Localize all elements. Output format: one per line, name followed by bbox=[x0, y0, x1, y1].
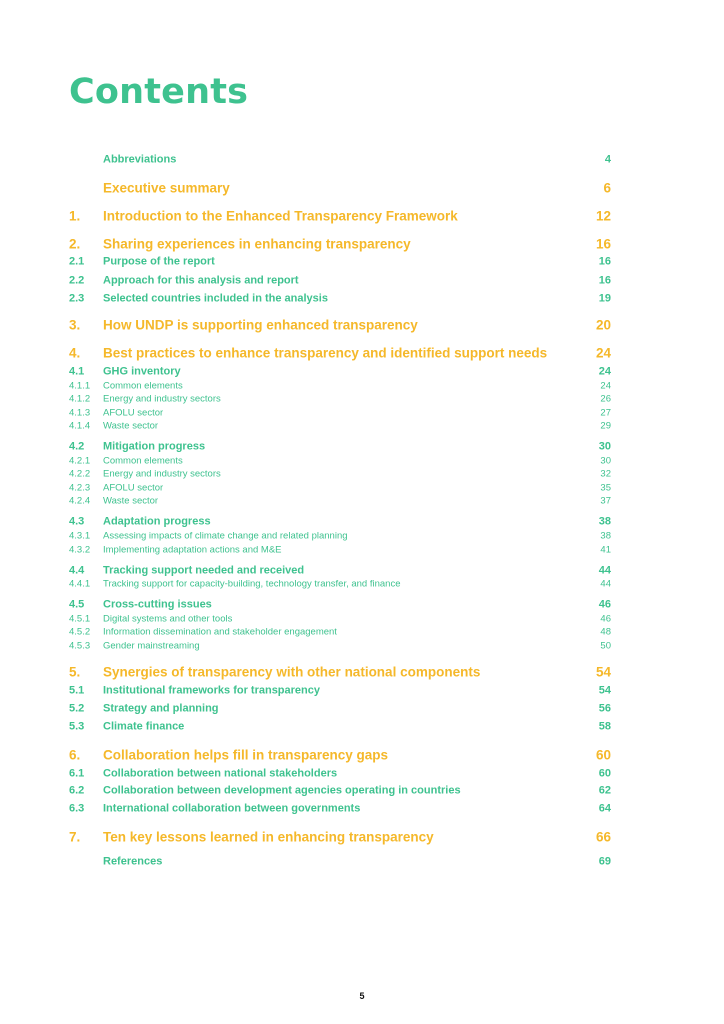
toc-entry-number: 6. bbox=[69, 747, 81, 763]
page-title: Contents bbox=[69, 72, 249, 112]
toc-entry-label: Adaptation progress bbox=[103, 515, 211, 528]
toc-entry-page: 56 bbox=[598, 702, 611, 715]
toc-entry-page: 30 bbox=[598, 440, 611, 453]
toc-entry-label: Common elements bbox=[103, 380, 183, 392]
toc-entry-page: 19 bbox=[598, 292, 611, 305]
toc-entry-label: Common elements bbox=[103, 455, 183, 467]
toc-entry-page: 29 bbox=[600, 420, 611, 432]
toc-entry-page: 62 bbox=[598, 784, 611, 797]
toc-entry-label: AFOLU sector bbox=[103, 407, 164, 419]
toc-entry-page: 37 bbox=[600, 495, 611, 507]
toc-entry-page: 24 bbox=[600, 380, 611, 392]
toc-entry-page: 41 bbox=[600, 544, 611, 556]
toc-entry-number: 4.2 bbox=[69, 440, 85, 453]
toc-entry-number: 4.5.2 bbox=[69, 626, 91, 638]
toc-entry-page: 16 bbox=[598, 255, 611, 268]
toc-entry-number: 2.3 bbox=[69, 292, 85, 305]
toc-entry-label: Collaboration helps fill in transparency gaps bbox=[103, 747, 389, 763]
toc-entry-number: 4.1.1 bbox=[69, 380, 91, 392]
toc-entry-label: How UNDP is supporting enhanced transparency bbox=[103, 317, 418, 333]
toc-entry-label: Collaboration between development agencies operating in countries bbox=[103, 784, 461, 797]
toc-entry-label: Best practices to enhance transparency and identified support needs bbox=[103, 345, 548, 361]
toc-entry-page: 16 bbox=[595, 236, 611, 252]
toc-entry-label: Strategy and planning bbox=[103, 702, 219, 715]
toc-entry-page: 27 bbox=[600, 407, 611, 419]
toc-entry-number: 6.3 bbox=[69, 802, 85, 815]
toc-entry-number: 4.5.1 bbox=[69, 613, 91, 625]
toc-entry-number: 2.2 bbox=[69, 274, 85, 287]
toc-entry-page: 60 bbox=[595, 747, 611, 763]
toc-entry-number: 4.5.3 bbox=[69, 640, 91, 652]
toc-entry-page: 32 bbox=[600, 468, 611, 480]
toc-entry-number: 4.1 bbox=[69, 365, 85, 378]
toc-entry-label: Collaboration between national stakeholders bbox=[103, 767, 338, 780]
toc-entry-label: Tracking support needed and received bbox=[103, 564, 305, 577]
toc-entry-number: 5. bbox=[69, 664, 81, 680]
toc-entry-label: Institutional frameworks for transparency bbox=[103, 684, 320, 697]
toc-entry-label: Waste sector bbox=[103, 420, 159, 432]
toc-entry-label: Energy and industry sectors bbox=[103, 468, 221, 480]
toc-entry-label: International collaboration between governments bbox=[103, 802, 361, 815]
toc-entry-page: 20 bbox=[595, 317, 611, 333]
toc-entry-number: 6.1 bbox=[69, 767, 85, 780]
toc-entry-page: 38 bbox=[600, 530, 611, 542]
toc-entry-number: 5.3 bbox=[69, 720, 85, 733]
toc-entry-page: 16 bbox=[598, 274, 611, 287]
toc-entry-label: Selected countries included in the analysis bbox=[103, 292, 328, 305]
toc-entry-number: 4.3.2 bbox=[69, 544, 91, 556]
toc-entry-page: 4 bbox=[604, 153, 611, 166]
toc-entry-page: 46 bbox=[600, 613, 611, 625]
toc-entry-label: Climate finance bbox=[103, 720, 185, 733]
toc-entry-label: Synergies of transparency with other national components bbox=[103, 664, 481, 680]
toc-entry-page: 54 bbox=[595, 664, 611, 680]
toc-entry-page: 66 bbox=[595, 829, 611, 845]
toc-entry-label: References bbox=[103, 855, 163, 868]
toc-entry-page: 69 bbox=[598, 855, 611, 868]
toc-entry-label: Mitigation progress bbox=[103, 440, 206, 453]
toc-entry-number: 4.4 bbox=[69, 564, 85, 577]
toc-entry-label: Abbreviations bbox=[103, 153, 177, 166]
toc-entry-number: 4.2.4 bbox=[69, 495, 91, 507]
toc-entry-label: Executive summary bbox=[103, 180, 230, 196]
toc-entry-label: Sharing experiences in enhancing transparency bbox=[103, 236, 411, 252]
toc-entry-page: 64 bbox=[598, 802, 611, 815]
toc-entry-label: Introduction to the Enhanced Transparency Framework bbox=[103, 208, 458, 224]
toc-entry-number: 4.3.1 bbox=[69, 530, 91, 542]
toc-entry-number: 4.2.3 bbox=[69, 482, 91, 494]
toc-entry-number: 4.2.2 bbox=[69, 468, 91, 480]
toc-entry-number: 6.2 bbox=[69, 784, 85, 797]
toc-entry-page: 24 bbox=[598, 365, 611, 378]
toc-entry-number: 7. bbox=[69, 829, 81, 845]
toc-entry-page: 44 bbox=[598, 564, 611, 577]
toc-entry-number: 2.1 bbox=[69, 255, 85, 268]
toc-entry-number: 4. bbox=[69, 345, 81, 361]
toc-entry-label: Energy and industry sectors bbox=[103, 393, 221, 405]
toc-entry-number: 4.2.1 bbox=[69, 455, 91, 467]
toc-entry-number: 4.3 bbox=[69, 515, 85, 528]
toc-entry-number: 1. bbox=[69, 208, 81, 224]
toc-entry-page: 48 bbox=[600, 626, 611, 638]
toc-entry-number: 2. bbox=[69, 236, 81, 252]
toc-entry-page: 24 bbox=[595, 345, 611, 361]
toc-entry-number: 4.4.1 bbox=[69, 578, 91, 590]
toc-entry-label: Tracking support for capacity-building, technology transfer, and finance bbox=[103, 578, 401, 590]
toc-entry-page: 54 bbox=[598, 684, 611, 697]
toc-entry-label: Information dissemination and stakeholder engagement bbox=[103, 626, 337, 638]
toc-entry-label: Digital systems and other tools bbox=[103, 613, 233, 625]
toc-entry-label: Cross-cutting issues bbox=[103, 598, 212, 611]
toc-entry-number: 4.1.2 bbox=[69, 393, 91, 405]
page-number: 5 bbox=[359, 991, 365, 1001]
toc-entry-label: Purpose of the report bbox=[103, 255, 215, 268]
toc-entry-label: Approach for this analysis and report bbox=[103, 274, 299, 287]
toc-entry-number: 4.5 bbox=[69, 598, 85, 611]
toc-entry-page: 6 bbox=[603, 180, 611, 196]
toc-entry-number: 5.1 bbox=[69, 684, 85, 697]
toc-entry-label: Gender mainstreaming bbox=[103, 640, 200, 652]
toc-entry-number: 4.1.3 bbox=[69, 407, 91, 419]
toc-entry-label: Waste sector bbox=[103, 495, 159, 507]
toc-entry-page: 44 bbox=[600, 578, 611, 590]
toc-entry-number: 3. bbox=[69, 317, 81, 333]
toc-entry-page: 58 bbox=[598, 720, 611, 733]
toc-entry-number: 4.1.4 bbox=[69, 420, 91, 432]
toc-entry-page: 60 bbox=[598, 767, 611, 780]
toc-entry-page: 35 bbox=[600, 482, 611, 494]
toc-entry-label: Assessing impacts of climate change and related planning bbox=[103, 530, 348, 542]
toc-entry-label: GHG inventory bbox=[103, 365, 181, 378]
toc-entry-label: Implementing adaptation actions and M&E bbox=[103, 544, 282, 556]
toc-entry-number: 5.2 bbox=[69, 702, 85, 715]
toc-entry-label: Ten key lessons learned in enhancing transparency bbox=[103, 829, 434, 845]
toc-entry-page: 46 bbox=[598, 598, 611, 611]
toc-entry-page: 12 bbox=[595, 208, 611, 224]
toc-entry-page: 50 bbox=[600, 640, 611, 652]
toc-entry-label: AFOLU sector bbox=[103, 482, 164, 494]
toc-entry-page: 30 bbox=[600, 455, 611, 467]
toc-entry-page: 26 bbox=[600, 393, 611, 405]
toc-entry-page: 38 bbox=[598, 515, 611, 528]
